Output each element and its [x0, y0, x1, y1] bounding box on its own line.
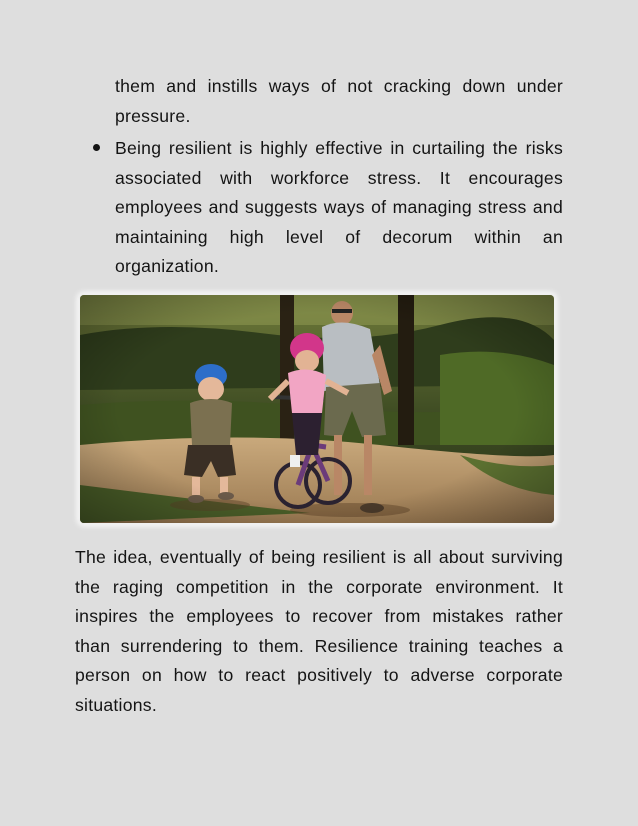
bullet-dot — [93, 144, 100, 151]
photo-father-teaching-kids-biking — [80, 295, 554, 523]
continuation-paragraph: them and instills ways of not cracking down under pressure. — [115, 76, 563, 126]
closing-paragraph: The idea, eventually of being resilient is all about surviving the raging competition in the corporate environment. It inspires the employees to recover from mistakes rather than surrendering to them. Resilience training teaches a person on how to react positively to adverse corporate situations. — [75, 547, 563, 715]
bullet-paragraph: Being resilient is highly effective in curtailing the risks associated with workforce stress. It encourages employees and suggests ways of managing stress and maintaining high level of decorum within an organization. — [115, 138, 563, 277]
